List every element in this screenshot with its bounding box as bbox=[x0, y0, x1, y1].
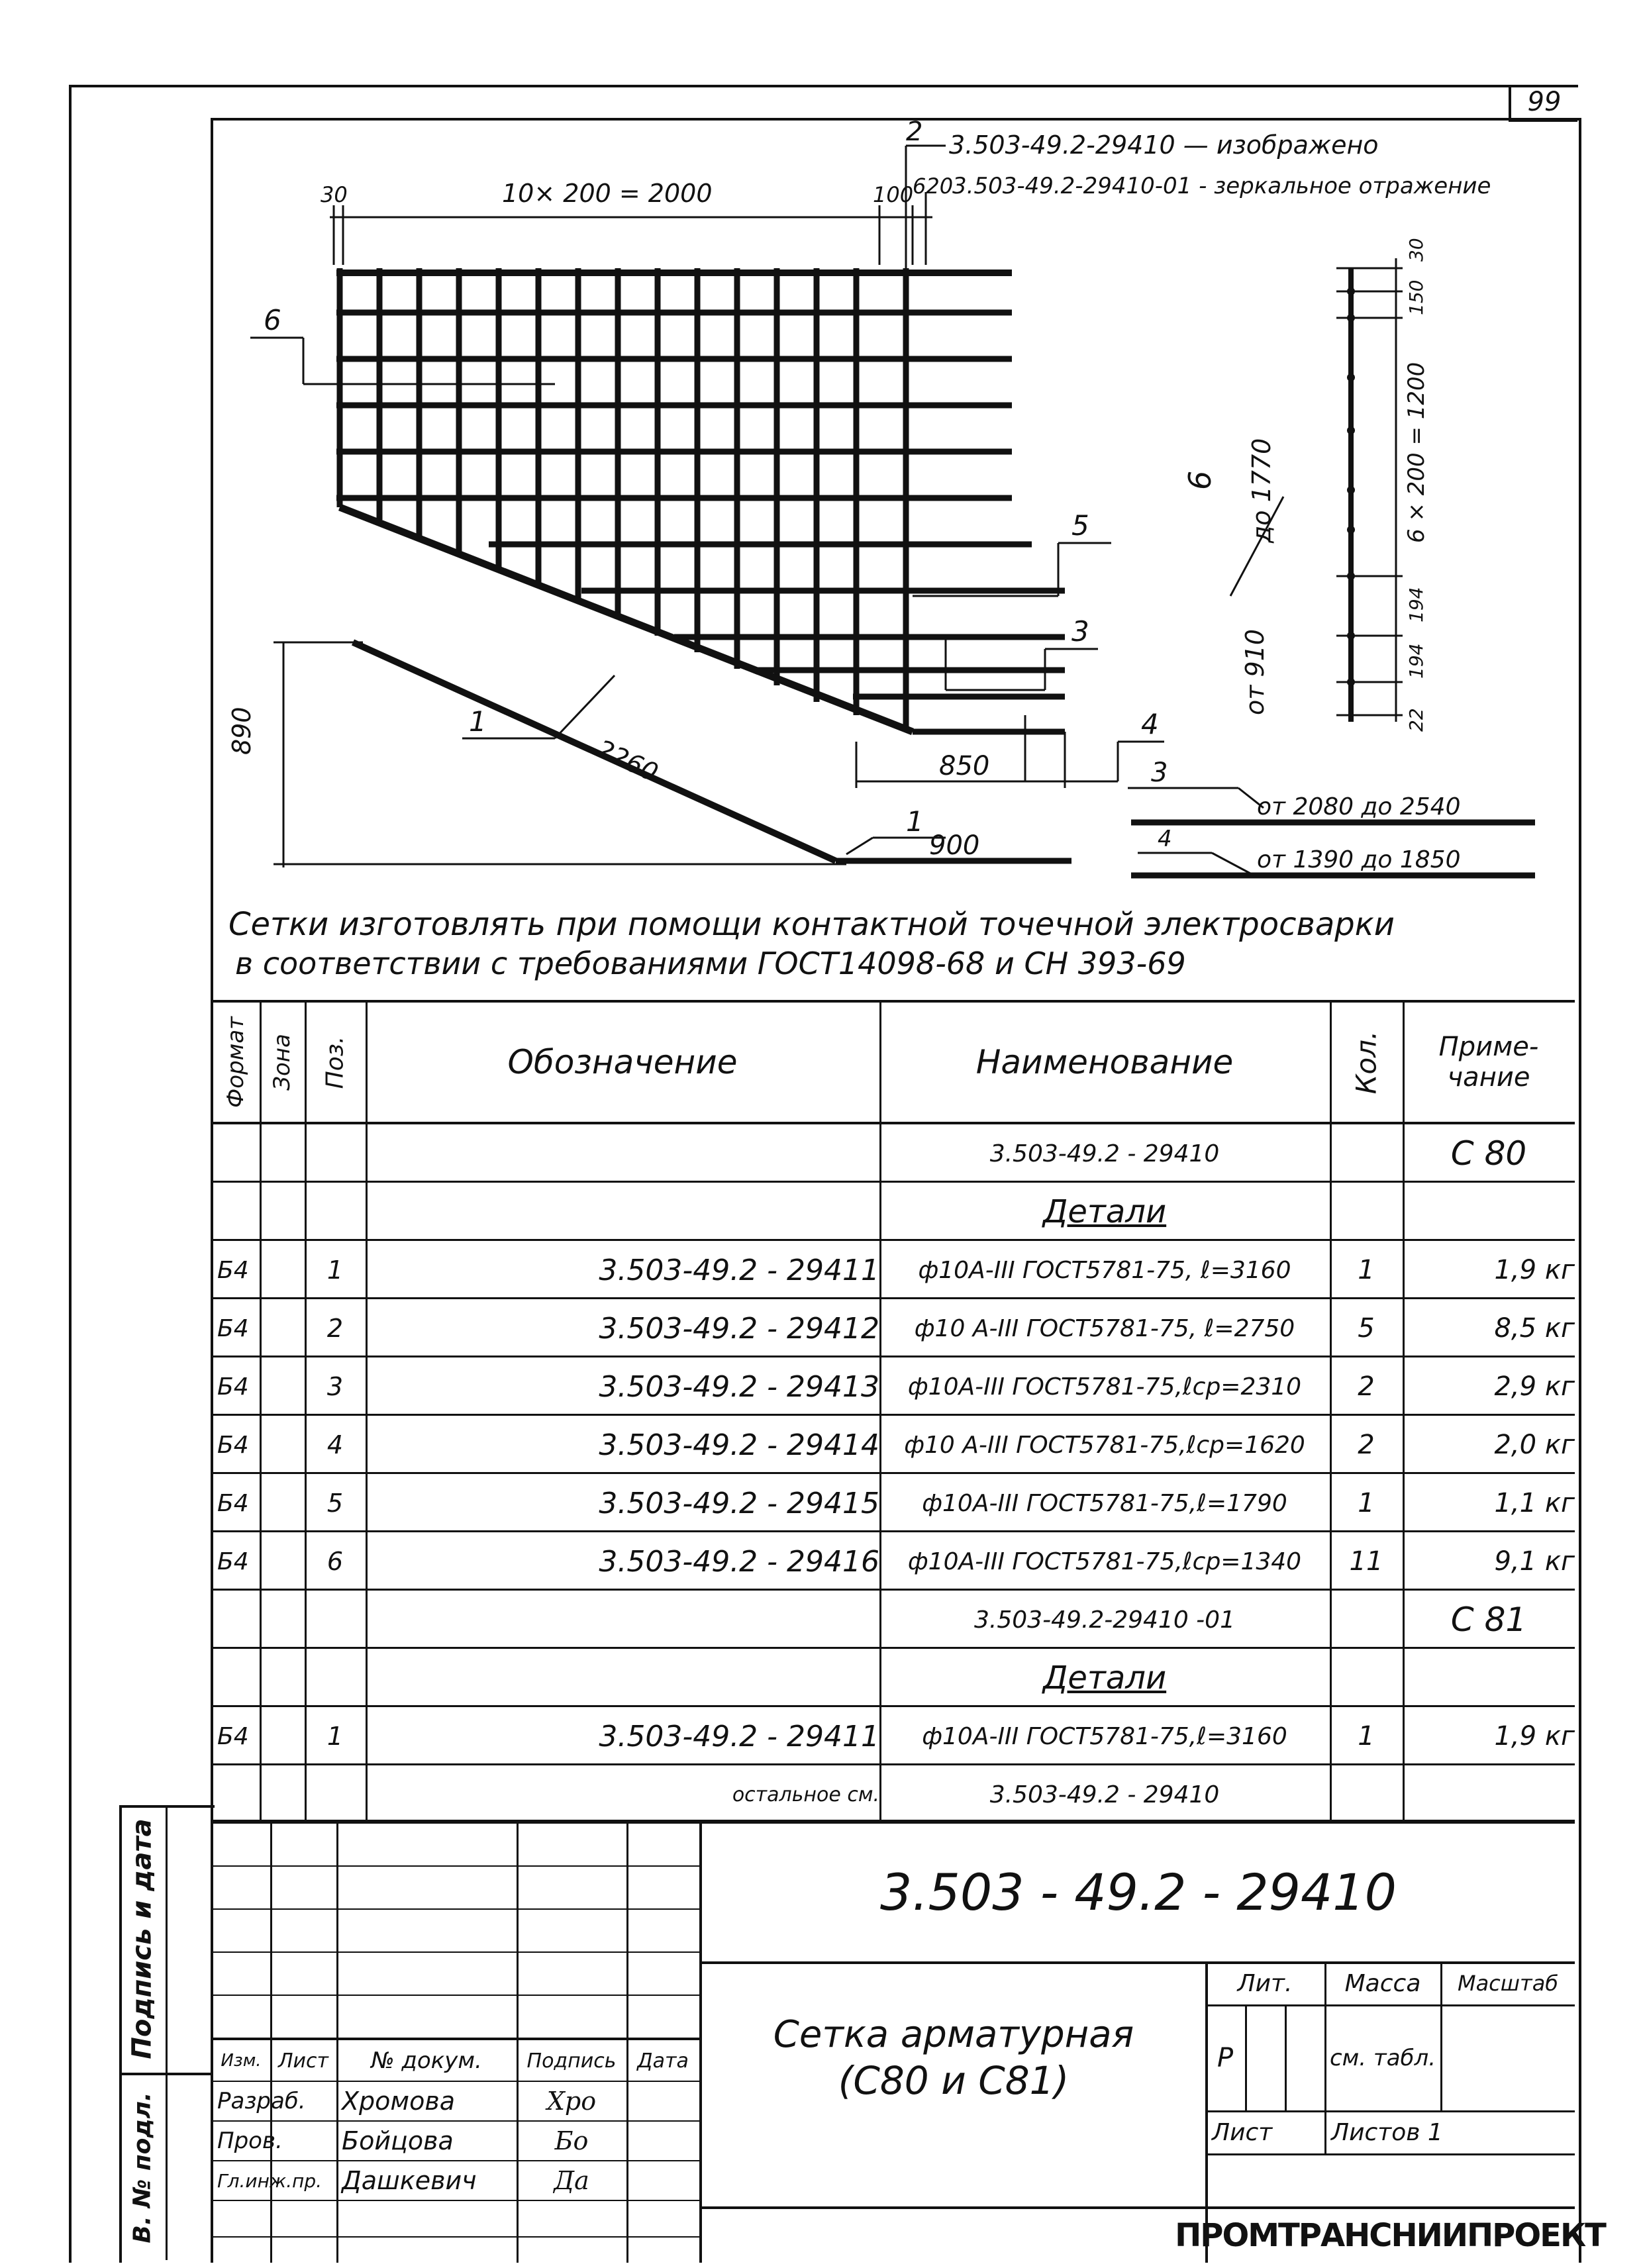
cell-qty bbox=[1330, 1183, 1403, 1241]
cell-note bbox=[1403, 1183, 1581, 1241]
tb-sign-checker: Бо bbox=[554, 2126, 589, 2155]
header-pos-cell bbox=[305, 1003, 366, 1122]
tb-sign-chief: Да bbox=[554, 2166, 589, 2195]
cell-qty: 1 bbox=[1358, 1255, 1375, 1285]
cell-format bbox=[212, 1183, 265, 1241]
cell-name: ф10 А-III ГОСТ5781-75,ℓср=1620 bbox=[904, 1431, 1305, 1459]
cell-note: С 80 bbox=[1450, 1134, 1527, 1173]
lit-label: Лит. bbox=[1237, 1969, 1293, 1997]
grid-line bbox=[212, 1951, 699, 1953]
document-number: 3.503 - 49.2 - 29410 bbox=[879, 1862, 1397, 1922]
bar4-label: 4 bbox=[1158, 826, 1172, 852]
cell-designation: 3.503-49.2 - 29411 bbox=[599, 1719, 879, 1753]
cell-note: 8,5 кг bbox=[1494, 1313, 1575, 1344]
cell-note: 1,1 кг bbox=[1494, 1488, 1575, 1518]
bar6-label: 6 bbox=[1182, 470, 1218, 490]
grid-line bbox=[212, 2236, 699, 2238]
grid-line bbox=[1245, 2004, 1247, 2110]
label-6: 6 bbox=[264, 304, 281, 336]
note-line-1: Сетки изготовлять при помощи контактной точечной электросварки bbox=[228, 906, 1395, 943]
mass-value: см. табл. bbox=[1329, 2045, 1436, 2071]
callout-2-line2: 3.503-49.2-29410-01 - зеркальное отражение bbox=[952, 173, 1491, 199]
cell-designation: 3.503-49.2 - 29412 bbox=[599, 1311, 879, 1346]
cell-designation bbox=[366, 1124, 886, 1183]
cell-designation bbox=[366, 1591, 886, 1649]
callout-2-line1: 3.503-49.2-29410 — изображено bbox=[949, 130, 1379, 160]
cell-note: 9,1 кг bbox=[1494, 1546, 1575, 1577]
cell-name: 3.503-49.2 - 29410 bbox=[989, 1781, 1220, 1808]
sheet-number-box bbox=[1509, 85, 1577, 122]
cell-designation: 3.503-49.2 - 29411 bbox=[599, 1253, 879, 1287]
header-qty: Кол. bbox=[1350, 1030, 1383, 1094]
bar6-min: от 910 bbox=[1240, 629, 1270, 715]
header-format-cell bbox=[212, 1003, 260, 1122]
cell-note bbox=[1403, 1649, 1581, 1707]
header-zone-cell bbox=[260, 1003, 305, 1122]
grid-line bbox=[212, 1865, 699, 1867]
title-line-2: (С80 и С81) bbox=[838, 2058, 1070, 2103]
callout-2-number: 2 bbox=[906, 117, 923, 147]
side-inv-cell bbox=[119, 2075, 166, 2260]
cell-qty bbox=[1330, 1649, 1403, 1707]
cell-qty: 1 bbox=[1358, 1721, 1375, 1751]
cell-qty: 5 bbox=[1358, 1313, 1375, 1344]
tb-role-chief: Гл.инж.пр. bbox=[217, 2169, 323, 2192]
cell-pos: 6 bbox=[326, 1547, 344, 1576]
table-row bbox=[212, 1124, 1575, 1183]
table-row bbox=[212, 1765, 1575, 1824]
cell-pos: 5 bbox=[326, 1489, 344, 1518]
sheet-number: 99 bbox=[1527, 87, 1562, 117]
header-qty-cell bbox=[1330, 1003, 1403, 1122]
cell-format bbox=[212, 1765, 265, 1824]
dim-30-left: 30 bbox=[321, 182, 348, 207]
grid-line bbox=[212, 1995, 699, 1996]
table-row bbox=[212, 1532, 1575, 1591]
cell-pos: 1 bbox=[326, 1256, 344, 1285]
tb-sign-developer: Хро bbox=[546, 2087, 597, 2116]
cell-note: 1,9 кг bbox=[1494, 1721, 1575, 1751]
organization: ПРОМТРАНСНИИПРОЕКТ bbox=[1175, 2217, 1605, 2254]
cell-pos: 2 bbox=[326, 1314, 344, 1343]
cell-format: Б4 bbox=[217, 1373, 249, 1401]
tb-name-chief: Дашкевич bbox=[342, 2166, 477, 2195]
cell-designation: 3.503-49.2 - 29416 bbox=[599, 1544, 879, 1579]
dim-2260: 2260 bbox=[592, 734, 663, 788]
dim-890: 890 bbox=[227, 707, 256, 755]
bar6-max: до 1770 bbox=[1247, 438, 1276, 543]
reinforcement-drawing bbox=[211, 119, 1576, 887]
mass-label: Масса bbox=[1344, 1969, 1421, 1997]
cell-note bbox=[1403, 1765, 1581, 1824]
cell-note: 1,9 кг bbox=[1494, 1255, 1575, 1285]
cell-qty: 2 bbox=[1358, 1371, 1375, 1402]
grid-line bbox=[1285, 2004, 1287, 2110]
cell-name: ф10А-III ГОСТ5781-75, ℓ=3160 bbox=[918, 1256, 1291, 1284]
cell-designation: 3.503-49.2 - 29415 bbox=[599, 1486, 879, 1520]
bar3-label: 3 bbox=[1151, 758, 1168, 788]
spec-table bbox=[212, 1000, 1575, 1822]
header-note: Приме-чание bbox=[1438, 1032, 1539, 1093]
cell-qty: 2 bbox=[1358, 1430, 1375, 1460]
grid-line bbox=[212, 2200, 699, 2201]
table-body bbox=[212, 1124, 1575, 1822]
cell-qty: 11 bbox=[1349, 1546, 1383, 1577]
cell-format: Б4 bbox=[217, 1431, 249, 1459]
header-zone: Зона bbox=[269, 1034, 296, 1091]
header-pos: Поз. bbox=[321, 1036, 349, 1089]
cell-qty bbox=[1330, 1124, 1403, 1183]
cell-format: Б4 bbox=[217, 1314, 249, 1342]
header-designation: Обозначение bbox=[507, 1043, 738, 1081]
cell-designation: 3.503-49.2 - 29414 bbox=[599, 1428, 879, 1462]
cell-pos bbox=[305, 1591, 366, 1649]
table-row bbox=[212, 1299, 1575, 1357]
cell-pos bbox=[305, 1124, 366, 1183]
header-name: Наименование bbox=[975, 1043, 1234, 1081]
side-194a: 194 bbox=[1405, 587, 1427, 622]
tb-header-sign: Подпись bbox=[526, 2049, 617, 2073]
dim-620: 620 bbox=[913, 173, 954, 199]
table-row bbox=[212, 1591, 1575, 1649]
cell-designation: остальное см. bbox=[732, 1783, 879, 1806]
table-row bbox=[212, 1416, 1575, 1474]
cell-pos bbox=[305, 1765, 366, 1824]
cell-name: 3.503-49.2 - 29410 bbox=[989, 1140, 1220, 1167]
side-194b: 194 bbox=[1405, 643, 1427, 679]
cell-name: ф10 А-III ГОСТ5781-75, ℓ=2750 bbox=[914, 1314, 1295, 1342]
cell-name: ф10А-III ГОСТ5781-75,ℓ=1790 bbox=[922, 1489, 1287, 1517]
cell-qty: 1 bbox=[1358, 1488, 1375, 1518]
cell-format bbox=[212, 1124, 265, 1183]
side-inv-number: В. № подл. bbox=[128, 2092, 156, 2243]
cell-name: Детали bbox=[1042, 1193, 1167, 1230]
side-30: 30 bbox=[1405, 238, 1427, 262]
cell-name: Детали bbox=[1042, 1659, 1167, 1697]
grid-line bbox=[1205, 2153, 1575, 2155]
cell-format bbox=[212, 1591, 265, 1649]
tb-role-checker: Пров. bbox=[217, 2128, 283, 2154]
table-row bbox=[212, 1707, 1575, 1765]
cell-name: ф10А-III ГОСТ5781-75,ℓср=2310 bbox=[907, 1373, 1302, 1401]
table-row bbox=[212, 1183, 1575, 1241]
cell-designation bbox=[366, 1649, 886, 1707]
side-sign-date-cell bbox=[119, 1805, 166, 2073]
table-row bbox=[212, 1357, 1575, 1416]
dim-span: 10× 200 = 2000 bbox=[502, 179, 713, 208]
label-1-bar: 1 bbox=[906, 805, 924, 838]
sheet-label: Лист bbox=[1212, 2118, 1273, 2146]
tb-name-developer: Хромова bbox=[342, 2087, 455, 2116]
tb-header-list: Лист bbox=[277, 2049, 329, 2073]
dim-850: 850 bbox=[939, 751, 990, 781]
cell-designation: 3.503-49.2 - 29413 bbox=[599, 1369, 879, 1404]
label-4: 4 bbox=[1141, 708, 1159, 740]
cell-note: 2,0 кг bbox=[1494, 1430, 1575, 1460]
side-150: 150 bbox=[1405, 279, 1427, 315]
dim-100: 100 bbox=[873, 182, 914, 207]
table-row bbox=[212, 1474, 1575, 1532]
side-6x200: 6 × 200 = 1200 bbox=[1403, 362, 1430, 543]
tb-header-ndoc: № докум. bbox=[371, 2047, 482, 2074]
label-5: 5 bbox=[1071, 509, 1089, 542]
cell-format bbox=[212, 1649, 265, 1707]
cell-name: 3.503-49.2-29410 -01 bbox=[974, 1606, 1235, 1634]
tb-header-izm: Изм. bbox=[221, 2051, 262, 2071]
scale-label: Масштаб bbox=[1457, 1971, 1559, 1996]
cell-designation bbox=[366, 1183, 886, 1241]
cell-format: Б4 bbox=[217, 1722, 249, 1750]
cell-pos: 4 bbox=[326, 1430, 344, 1459]
cell-format: Б4 bbox=[217, 1548, 249, 1575]
label-1-mesh: 1 bbox=[469, 705, 487, 738]
dim-900: 900 bbox=[929, 830, 980, 861]
cell-name: ф10А-III ГОСТ5781-75,ℓ=3160 bbox=[922, 1722, 1287, 1750]
table-row bbox=[212, 1649, 1575, 1707]
cell-pos bbox=[305, 1183, 366, 1241]
side-22: 22 bbox=[1405, 708, 1427, 732]
cell-note: С 81 bbox=[1450, 1601, 1527, 1639]
title-block bbox=[212, 1820, 1605, 2263]
cell-note: 2,9 кг bbox=[1494, 1371, 1575, 1402]
grid-line bbox=[212, 2038, 699, 2040]
side-stamp-col bbox=[166, 1805, 168, 2260]
bar3-range: от 2080 до 2540 bbox=[1257, 793, 1461, 820]
lit-value: Р bbox=[1217, 2043, 1234, 2073]
table-row bbox=[212, 1241, 1575, 1299]
cell-pos: 3 bbox=[326, 1372, 344, 1401]
grid-line bbox=[212, 1908, 699, 1910]
cell-name: ф10А-III ГОСТ5781-75,ℓср=1340 bbox=[907, 1548, 1302, 1575]
side-sign-date: Подпись и дата bbox=[127, 1818, 158, 2059]
note-line-2: в соответствии с требованиями ГОСТ14098-68 и СН 393-69 bbox=[235, 946, 1186, 981]
header-format: Формат bbox=[223, 1016, 250, 1108]
title-line-1: Сетка арматурная bbox=[773, 2012, 1134, 2056]
cell-pos: 1 bbox=[326, 1722, 344, 1751]
tb-role-developer: Разраб. bbox=[217, 2088, 306, 2114]
tb-name-checker: Бойцова bbox=[342, 2126, 454, 2155]
cell-format: Б4 bbox=[217, 1489, 249, 1517]
bar4-range: от 1390 до 1850 bbox=[1257, 846, 1461, 873]
cell-format: Б4 bbox=[217, 1256, 249, 1284]
sheets-label: Листов 1 bbox=[1331, 2118, 1443, 2146]
label-3: 3 bbox=[1071, 615, 1089, 648]
cell-qty bbox=[1330, 1591, 1403, 1649]
tb-header-date: Дата bbox=[637, 2049, 689, 2073]
cell-pos bbox=[305, 1649, 366, 1707]
cell-qty bbox=[1330, 1765, 1403, 1824]
